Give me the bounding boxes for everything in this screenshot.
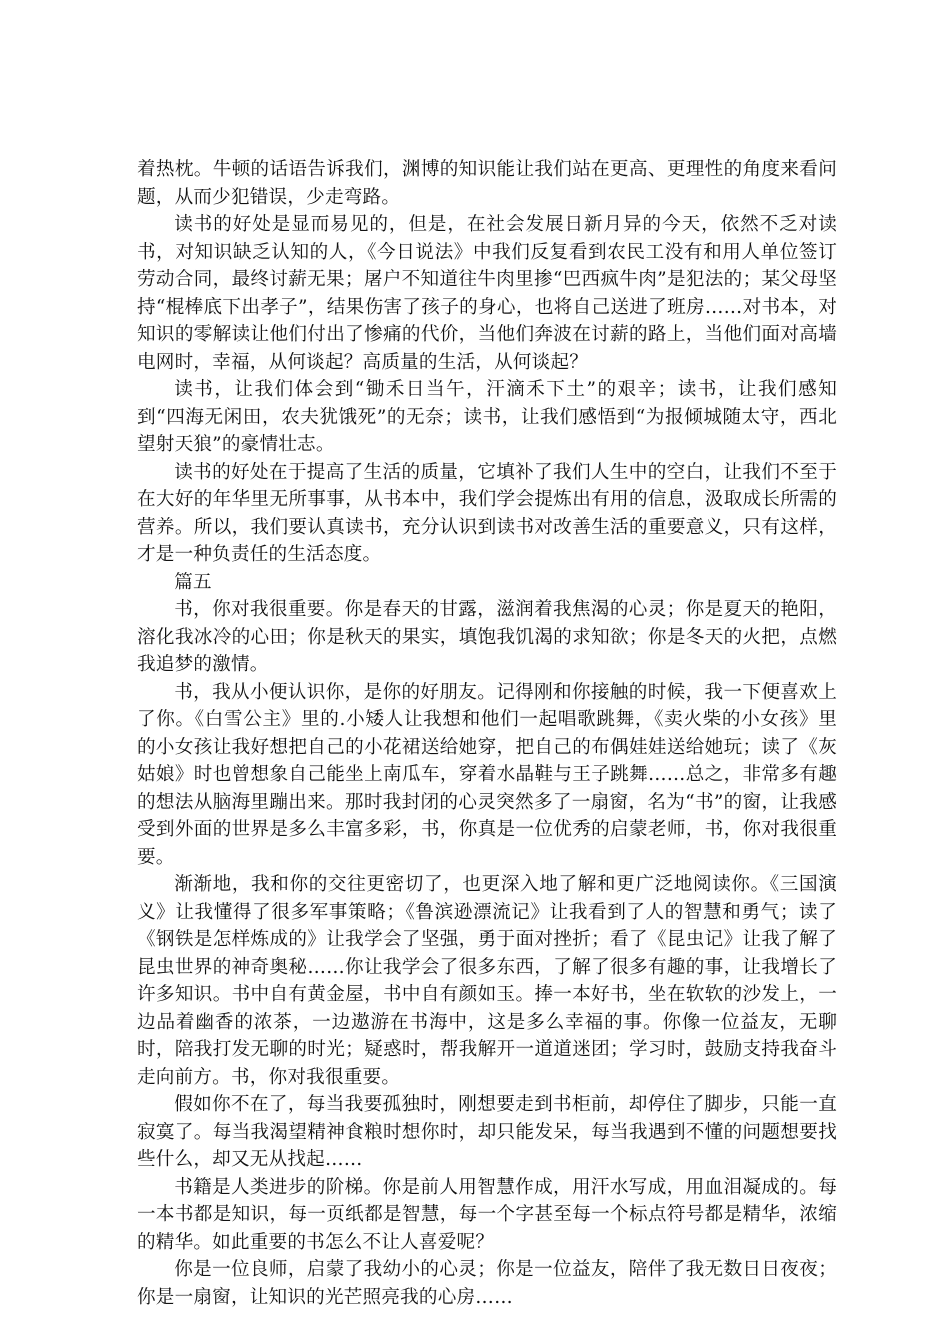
- paragraph-ladder: 书籍是人类进步的阶梯。你是前人用智慧作成，用汗水写成，用血泪凝成的。每一本书都是知识，每一页纸都是智慧，每一个字甚至每一个标点符号都是精华，浓缩的精华。如此重要的书怎么不让人喜爱呢？: [137, 1176, 837, 1253]
- paragraph-if-gone: 假如你不在了，每当我要孤独时，刚想要走到书柜前，却停住了脚步，只能一直寂寞了。每当我渴望精神食粮时想你时，却只能发呆，每当我遇到不懂的问题想要找些什么，却又无从找起……: [137, 1094, 837, 1170]
- paragraph-reading-quality: 读书的好处在于提高了生活的质量，它填补了我们人生中的空白，让我们不至于在大好的年华里无所事事，从书本中，我们学会提炼出有用的信息，汲取成长所需的营养。所以，我们要认真读书，充分认识到读书对改善生活的重要意义，只有这样，才是一种负责任的生活态度。: [137, 461, 837, 565]
- paragraph-book-important: 书，你对我很重要。你是春天的甘露，滋润着我焦渴的心灵；你是夏天的艳阳，溶化我冰冷的心田；你是秋天的果实，填饱我饥渴的求知欲；你是冬天的火把，点燃我追梦的激情。: [137, 599, 837, 675]
- paragraph-childhood: 书，我从小便认识你，是你的好朋友。记得刚和你接触的时候，我一下便喜欢上了你。《白雪公主》里的.小矮人让我想和他们一起唱歌跳舞，《卖火柴的小女孩》里的小女孩让我好想把自己的小花裙送给她穿，把自己的布偶娃娃送给她玩；读了《灰姑娘》时也曾想象自己能坐上南瓜车，穿着水晶鞋与王子跳舞……总之，非常多有趣的想法从脑海里蹦出来。那时我封闭的心灵突然多了一扇窗，名为“书”的窗，让我感受到外面的世界是多么丰富多彩，书，你真是一位优秀的启蒙老师，书，你对我很重要。: [137, 681, 837, 868]
- section-title: 篇五: [174, 571, 212, 593]
- paragraph-continuation: 着热枕。牛顿的话语告诉我们，渊博的知识能让我们站在更高、更理性的角度来看问题，从而少犯错误，少走弯路。: [137, 159, 837, 208]
- document-body: [137, 156, 837, 1311]
- paragraph-gradually: 渐渐地，我和你的交往更密切了，也更深入地了解和更广泛地阅读你。《三国演义》让我懂得了很多军事策略；《鲁滨逊漂流记》让我看到了人的智慧和勇气；读了《钢铁是怎样炼成的》让我学会了坚强，勇于面对挫折；看了《昆虫记》让我了解了昆虫世界的神奇奥秘……你让我学会了很多东西，了解了很多有趣的事，让我增长了许多知识。书中自有黄金屋，书中自有颜如玉。捧一本好书，坐在软软的沙发上，一边品着幽香的浓茶，一边遨游在书海中，这是多么幸福的事。你像一位益友，无聊时，陪我打发无聊的时光；疑惑时，帮我解开一道道迷团；学习时，鼓励支持我奋斗走向前方。书，你对我很重要。: [137, 874, 837, 1088]
- paragraph-reading-poetry: 读书，让我们体会到“锄禾日当午，汗滴禾下土”的艰辛；读书，让我们感知到“四海无闲田，农夫犹饿死”的无奈；读书，让我们感悟到“为报倾城随太守，西北望射天狼”的豪情壮志。: [137, 379, 837, 455]
- paragraph-teacher-friend: 你是一位良师，启蒙了我幼小的心灵；你是一位益友，陪伴了我无数日日夜夜；你是一扇窗，让知识的光芒照亮我的心房……: [137, 1259, 837, 1308]
- paragraph-reading-benefits: 读书的好处是显而易见的，但是，在社会发展日新月异的今天，依然不乏对读书，对知识缺乏认知的人，《今日说法》中我们反复看到农民工没有和用人单位签订劳动合同，最终讨薪无果；屠户不知道往牛肉里掺“巴西疯牛肉”是犯法的；某父母坚持“棍棒底下出孝子”，结果伤害了孩子的身心，也将自己送进了班房……对书本，对知识的零解读让他们付出了惨痛的代价，当他们奔波在讨薪的路上，当他们面对高墙电网时，幸福，从何谈起？高质量的生活，从何谈起？: [137, 214, 837, 373]
